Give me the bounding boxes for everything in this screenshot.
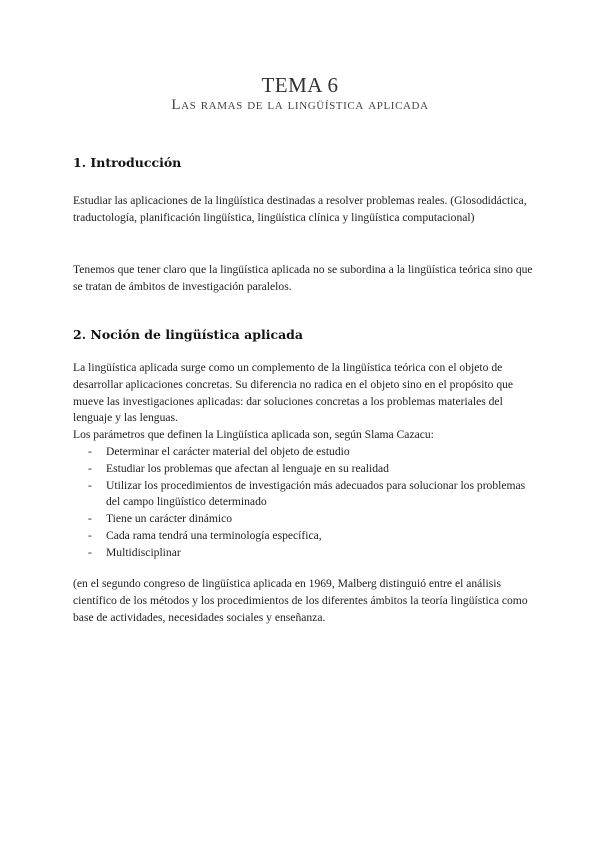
parameters-list (73, 444, 535, 562)
list-item-text: Cada rama tendrá una terminología específica, (106, 528, 322, 542)
list-item (73, 528, 535, 545)
list-bullet: - (88, 545, 92, 559)
list-item-text: Determinar el carácter material del objeto de estudio (106, 445, 350, 458)
page-subtitle: Las ramas de la lingüística aplicada (171, 97, 429, 113)
list-item (73, 461, 535, 478)
list-item (73, 545, 535, 562)
section-2-list-intro: Los parámetros que definen la Lingüística aplicada son, según Slama Cazacu: (73, 428, 434, 441)
list-item (73, 444, 535, 461)
section-1-paragraph-2: Tenemos que tener claro que la lingüística aplicada no se subordina a la lingüística teórica sino que se tratan de ámbitos de investigación paralelos. (73, 263, 533, 293)
list-item-text: Multidisciplinar (106, 545, 181, 559)
list-bullet: - (88, 512, 92, 526)
list-bullet: - (88, 478, 92, 492)
page-title: TEMA 6 (261, 73, 339, 97)
list-item-text: Utilizar los procedimientos de investigación más adecuados para solucionar los problemas del campo lingüístico determinado (106, 478, 526, 509)
list-item (73, 511, 535, 528)
section-2-paragraph-1: La lingüística aplicada surge como un complemento de la lingüística teórica con el objeto de desarrollar aplicaciones concretas. Su diferencia no radica en el objeto sino en el propósito que mueve las investigaciones aplicadas: dar soluciones concretas a los problemas materiales del lenguaje y las lenguas. (73, 361, 514, 425)
list-item-text: Estudiar los problemas que afectan al lenguaje en su realidad (106, 461, 389, 475)
list-bullet: - (88, 445, 92, 458)
section-2-closing-paragraph: (en el segundo congreso de lingüística aplicada en 1969, Malberg distinguió entre el análisis científico de los métodos y los procedimientos de los diferentes ámbitos la teoría lingüística como base de actividades, necesidades sociales y enseñanza. (73, 577, 528, 624)
section-1-paragraph-1: Estudiar las aplicaciones de la lingüística destinadas a resolver problemas reales. (Glosodidáctica, traductología, planificación lingüística, lingüística clínica y lingüística computacional) (73, 194, 527, 224)
list-item (73, 478, 535, 512)
section-2-heading: 2. Noción de lingüística aplicada (73, 327, 304, 342)
list-bullet: - (88, 461, 92, 475)
section-1-heading: 1. Introducción (73, 155, 182, 170)
list-bullet: - (88, 528, 92, 542)
list-item-text: Tiene un carácter dinámico (106, 512, 233, 526)
